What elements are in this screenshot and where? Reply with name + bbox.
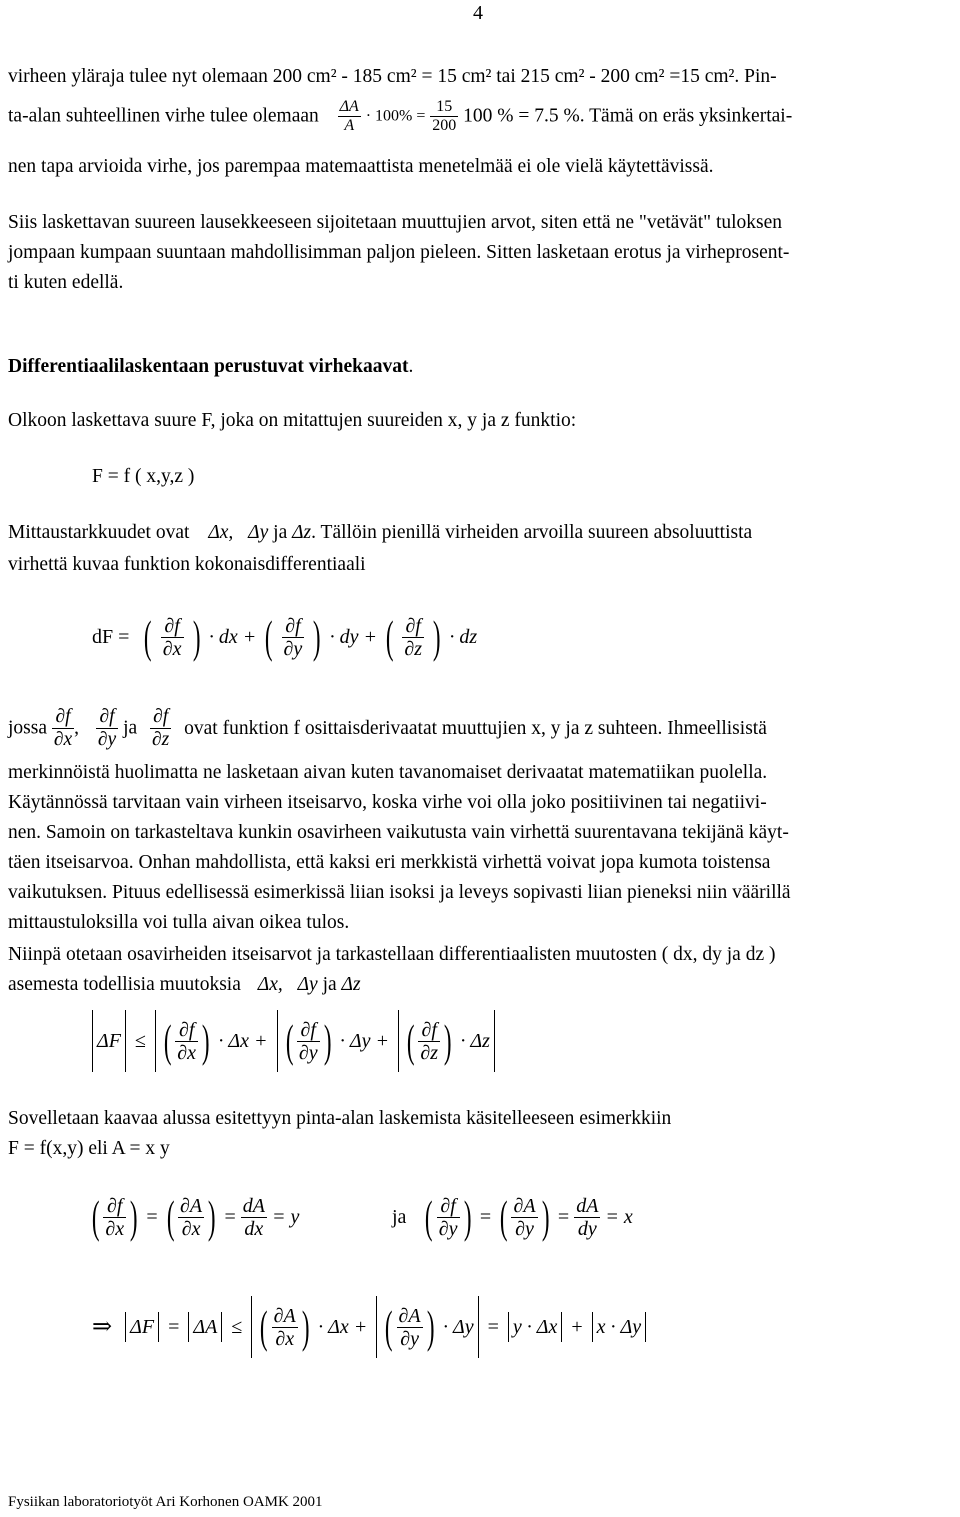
den: ∂x — [177, 1041, 197, 1064]
num: ∂f — [418, 1019, 440, 1042]
num: ∂A — [398, 1304, 421, 1327]
p3: Olkoon laskettava suure F, joka on mitattujen suureiden x, y ja z funktio: — [8, 410, 577, 431]
p2-line2: jompaan kumpaan suuntaan mahdollisimman paljon pieleen. Sitten lasketaan erotus ja virheprosent- — [8, 242, 790, 263]
implies-arrow: ⇒ — [92, 1314, 113, 1340]
ja: ja — [322, 974, 337, 995]
heading-dot: . — [408, 356, 414, 377]
term-dy: · Δy — [442, 1316, 474, 1338]
paren-close: ) — [541, 1191, 550, 1242]
delta-x: Δx, — [208, 522, 234, 543]
percent-eq: · 100% = — [365, 107, 426, 125]
partial-A-x — [178, 1195, 204, 1240]
abs-bar — [494, 1010, 495, 1072]
paren-close: ) — [192, 611, 200, 662]
p5-line4: nen. Samoin on tarkasteltava kunkin osavirheen vaikutusta vain virhettä suurentavana tekijänä käyt- — [8, 822, 789, 843]
eq-sign: = — [557, 1206, 570, 1228]
num: ∂A — [180, 1194, 203, 1217]
den: ∂y — [298, 1041, 318, 1064]
eq-sign: = — [224, 1206, 236, 1228]
abs-bar — [155, 1010, 156, 1072]
eq-sign: = — [479, 1206, 492, 1228]
equation-partial-x — [88, 1191, 300, 1242]
paren-close: ) — [129, 1191, 138, 1242]
den: ∂y — [400, 1327, 419, 1350]
paren-close: ) — [432, 611, 441, 662]
den: ∂y — [438, 1217, 458, 1240]
p5-line2: merkinnöistä huolimatta ne lasketaan aivan kuten tavanomaiset derivaatat matematiikan puolella. — [8, 762, 768, 783]
p1-line1: virheen yläraja tulee nyt olemaan 200 cm² - 185 cm² = 15 cm² tai 215 cm² - 200 cm² =15 cm². Pin- — [8, 66, 777, 87]
equation-dF — [92, 611, 478, 662]
frac-den: 200 — [432, 117, 457, 134]
p1-line2-end: 100 % = 7.5 %. Tämä on eräs yksinkertai- — [463, 105, 793, 127]
result-y: = y — [271, 1206, 300, 1228]
den: ∂x — [275, 1327, 295, 1350]
delta-z: Δz — [292, 522, 312, 543]
p5-rest: ovat funktion f osittaisderivaatat muuttujien x, y ja z suhteen. Ihmeellisistä — [184, 717, 767, 739]
abs-bar — [188, 1312, 189, 1342]
paren-close: ) — [313, 611, 321, 662]
den: ∂x — [105, 1217, 125, 1240]
paren-open: ( — [285, 1015, 293, 1066]
partial-f-z-inline — [150, 706, 171, 751]
paren-open: ( — [260, 1301, 268, 1352]
num: ∂f — [96, 706, 118, 729]
p1-line2 — [8, 98, 792, 142]
abs-bar — [92, 1010, 93, 1072]
paren-close: ) — [301, 1301, 310, 1352]
delta-A: ΔA — [193, 1316, 218, 1338]
abs-bar — [251, 1296, 252, 1358]
num: ∂A — [513, 1194, 536, 1217]
p6-line2 — [8, 974, 361, 996]
term-x-dy: x · Δy — [596, 1316, 642, 1338]
den: ∂z — [420, 1041, 439, 1064]
eq-sign: = — [487, 1316, 499, 1338]
partial-f-x — [161, 615, 184, 660]
fraction-relative-error — [338, 98, 361, 135]
term-dy: · dy + — [329, 626, 377, 648]
num: ∂f — [150, 706, 171, 729]
ja: ja — [273, 522, 288, 543]
paren-open: ( — [91, 1191, 100, 1242]
deriv-A-x — [241, 1195, 267, 1240]
den: ∂x — [181, 1217, 201, 1240]
p5-line3: Käytännössä tarvitaan vain virheen itseisarvo, koska virhe voi olla joko positiivinen tai negatiivi- — [8, 792, 767, 813]
term-dx: · Δx + — [318, 1316, 368, 1338]
paren-open: ( — [499, 1191, 508, 1242]
paren-open: ( — [406, 1015, 415, 1066]
section-heading — [8, 356, 413, 378]
p5-line6: vaikutuksen. Pituus edellisessä esimerkissä liian isoksi ja leveys sopivasti liian pieneksi niin väärillä — [8, 882, 791, 903]
p7-line2: F = f(x,y) eli A = x y — [8, 1138, 170, 1159]
equation-F: F = f ( x,y,z ) — [92, 466, 195, 487]
partial-f-x-inline — [52, 706, 74, 751]
paren-close: ) — [201, 1015, 210, 1066]
partial-f-x — [103, 1195, 126, 1240]
delta-y: Δy — [248, 522, 269, 543]
num: ∂f — [437, 1195, 460, 1218]
eq-sign: = — [146, 1206, 158, 1228]
paren-open: ( — [163, 1015, 172, 1066]
le: ≤ — [231, 1316, 243, 1338]
abs-bar — [277, 1010, 278, 1072]
partial-f-x — [175, 1019, 198, 1064]
paren-close: ) — [426, 1301, 435, 1352]
heading-text: Differentiaalilaskentaan perustuvat virhekaavat — [8, 356, 409, 377]
abs-bar — [158, 1312, 159, 1342]
p4-start: Mittaustarkkuudet ovat — [8, 522, 190, 543]
den: dx — [244, 1217, 264, 1240]
delta-z: Δz — [341, 974, 361, 995]
partial-f-y — [282, 615, 305, 660]
den: ∂z — [404, 637, 422, 660]
frac-den: A — [344, 117, 355, 134]
num: dA — [576, 1194, 599, 1217]
abs-bar — [478, 1296, 479, 1358]
p2-line1: Siis laskettavan suureen lausekkeeseen sijoitetaan muuttujien arvot, siten että ne "vetävät" tuloksen — [8, 212, 783, 233]
paren-close: ) — [323, 1015, 332, 1066]
equation-abs-error — [88, 1010, 499, 1072]
abs-bar — [645, 1312, 646, 1342]
term-dz: · dz — [449, 626, 478, 648]
num: ∂f — [175, 1019, 198, 1042]
paren-open: ( — [385, 1301, 393, 1352]
p6-start: asemesta todellisia muutoksia — [8, 974, 241, 995]
le: ≤ — [134, 1030, 146, 1052]
p6-line1: Niinpä otetaan osavirheiden itseisarvot ja tarkastellaan differentiaalisten muutosten ( dx, dy ja dz ) — [8, 944, 776, 965]
result-x: = x — [605, 1206, 633, 1228]
term-dx: · dx + — [208, 626, 257, 648]
paren-open: ( — [265, 611, 273, 662]
p4-end: . Tällöin pienillä virheiden arvoilla suureen absoluuttista — [311, 522, 753, 543]
p4-line1 — [8, 522, 752, 544]
p1-line2-start: ta-alan suhteellinen virhe tulee olemaan — [8, 105, 319, 127]
delta-F: ΔF — [130, 1316, 155, 1338]
abs-bar — [376, 1296, 377, 1358]
p5-line1 — [8, 706, 767, 751]
den: ∂y — [283, 637, 303, 660]
paren-open: ( — [385, 611, 394, 662]
footer: Fysiikan laboratoriotyöt Ari Korhonen OAMK 2001 — [8, 1494, 323, 1510]
term-dz: · Δz — [460, 1030, 490, 1052]
p7-line1: Sovelletaan kaavaa alussa esitettyyn pinta-alan laskemista käsitelleeseen esimerkkiin — [8, 1108, 672, 1129]
abs-bar — [221, 1312, 222, 1342]
page-number: 4 — [473, 2, 483, 24]
num: ∂A — [273, 1304, 296, 1327]
paren-open: ( — [425, 1191, 433, 1242]
partial-A-x — [272, 1305, 298, 1350]
abs-bar — [125, 1312, 126, 1342]
den: dy — [577, 1217, 597, 1240]
num: ∂f — [161, 615, 184, 638]
den: ∂x — [53, 729, 73, 750]
num: ∂f — [402, 615, 424, 638]
term-dx: · Δx + — [218, 1030, 268, 1052]
partial-A-y — [511, 1195, 537, 1240]
p5-line7: mittaustuloksilla voi tulla aivan oikea tulos. — [8, 912, 350, 933]
paren-close: ) — [443, 1015, 452, 1066]
paren-open: ( — [166, 1191, 175, 1242]
num: ∂f — [282, 615, 305, 638]
term-y-dx: y · Δx — [512, 1316, 558, 1338]
p5-line5: täen itseisarvoa. Onhan mahdollista, että kaksi eri merkkistä virhettä voivat jopa kumota toistensa — [8, 852, 771, 873]
p4-line2: virhettä kuvaa funktion kokonaisdifferentiaali — [8, 554, 366, 575]
deriv-A-y — [574, 1195, 600, 1240]
p2-line3: ti kuten edellä. — [8, 272, 124, 293]
partial-f-z — [402, 615, 424, 660]
abs-bar — [508, 1312, 509, 1342]
partial-f-z — [418, 1019, 440, 1064]
ja: ja — [392, 1206, 407, 1228]
comma: , — [74, 717, 80, 739]
ja: ja — [123, 717, 138, 739]
plus: + — [571, 1316, 583, 1338]
eq-sign: = — [168, 1316, 180, 1338]
fraction-15-200 — [430, 98, 458, 135]
paren-close: ) — [207, 1191, 216, 1242]
paren-open: ( — [144, 611, 152, 662]
equation-partial-y — [392, 1191, 633, 1242]
term-dy: · Δy + — [339, 1030, 390, 1052]
p1-line3: nen tapa arvioida virhe, jos parempaa matemaattista menetelmää ei ole vielä käytettävissä. — [8, 156, 714, 177]
delta-y: Δy — [297, 974, 318, 995]
abs-bar — [561, 1312, 562, 1342]
num: ∂f — [52, 706, 74, 729]
abs-bar — [592, 1312, 593, 1342]
abs-bar — [398, 1010, 399, 1072]
paren-close: ) — [463, 1191, 472, 1242]
dF-lhs: dF = — [92, 626, 130, 648]
den: ∂y — [515, 1217, 534, 1240]
jossa: jossa — [8, 717, 47, 739]
num: ∂f — [103, 1195, 126, 1218]
equation-final — [92, 1296, 650, 1358]
den: ∂z — [152, 729, 170, 750]
partial-f-y-inline — [96, 706, 118, 751]
den: ∂x — [162, 637, 182, 660]
den: ∂y — [97, 729, 117, 750]
delta-F: ΔF — [97, 1030, 121, 1052]
frac-num: 15 — [430, 98, 458, 117]
partial-f-y — [297, 1019, 320, 1064]
partial-f-y — [437, 1195, 460, 1240]
partial-A-y — [397, 1305, 423, 1350]
num: dA — [242, 1194, 265, 1217]
frac-num: ΔA — [339, 98, 359, 115]
num: ∂f — [297, 1019, 320, 1042]
delta-x: Δx, — [257, 974, 283, 995]
abs-bar — [125, 1010, 126, 1072]
